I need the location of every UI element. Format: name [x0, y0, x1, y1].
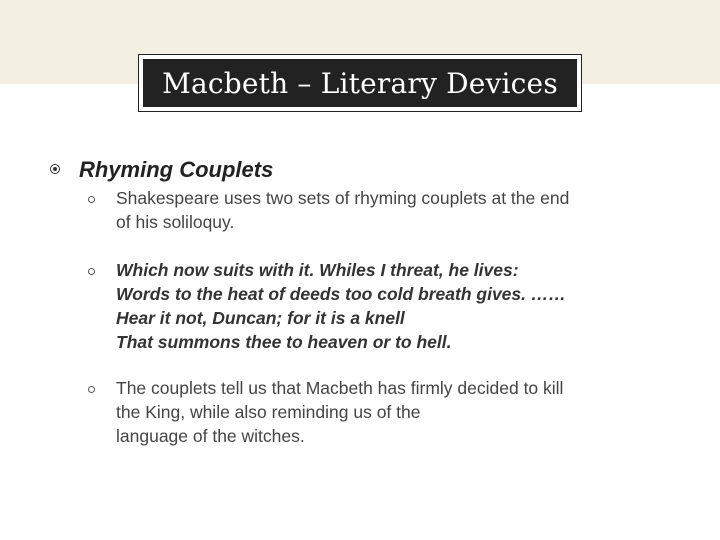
text-line: of his soliloquy. — [116, 212, 235, 232]
point-bullet-icon — [88, 386, 95, 393]
point-3-text — [116, 376, 676, 448]
point-1-text — [116, 186, 676, 234]
title-box — [143, 59, 577, 107]
point-bullet-icon — [88, 196, 95, 203]
text-line: Shakespeare uses two sets of rhyming couplets at the end — [116, 188, 570, 208]
section-heading: Rhyming Couplets — [79, 157, 274, 182]
slide-title: Macbeth – Literary Devices — [162, 66, 558, 100]
point-2-quote — [116, 258, 676, 354]
text-line: language of the witches. — [116, 426, 305, 446]
heading-bullet-icon — [50, 164, 60, 174]
text-line: The couplets tell us that Macbeth has firmly decided to kill — [116, 378, 564, 398]
point-bullet-icon — [88, 268, 95, 275]
quote-line: That summons thee to heaven or to hell. — [116, 332, 452, 352]
heading-bullet-dot — [53, 167, 57, 171]
text-line: the King, while also reminding us of the — [116, 402, 421, 422]
title-frame — [138, 54, 582, 112]
quote-line: Which now suits with it. Whiles I threat, he lives: — [116, 260, 519, 280]
quote-line: Words to the heat of deeds too cold breath gives. …… — [116, 284, 566, 304]
quote-line: Hear it not, Duncan; for it is a knell — [116, 308, 405, 328]
